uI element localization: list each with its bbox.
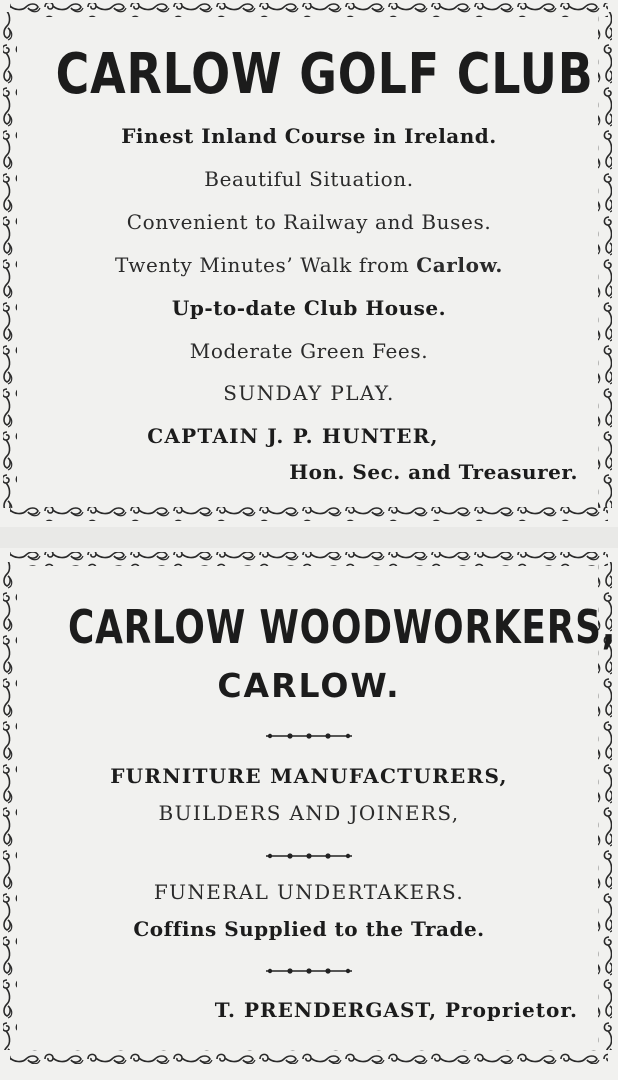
golf-club-advertisement bbox=[0, 0, 618, 527]
situation-line: Beautiful Situation. bbox=[204, 167, 414, 191]
woodworkers-title: CARLOW WOODWORKERS, bbox=[67, 600, 617, 654]
club-house-line: Up-to-date Club House. bbox=[171, 296, 447, 320]
builders-line: BUILDERS AND JOINERS, bbox=[158, 801, 460, 825]
walk-place: Carlow. bbox=[416, 253, 503, 277]
walk-text: Twenty Minutes’ Walk from bbox=[115, 253, 417, 277]
woodworkers-town: CARLOW. bbox=[217, 666, 401, 705]
green-fees-line: Moderate Green Fees. bbox=[189, 339, 429, 363]
dot-ornament-divider bbox=[0, 852, 618, 860]
dot-ornament-divider bbox=[0, 967, 618, 975]
walk-line bbox=[0, 253, 618, 277]
woodworkers-advertisement bbox=[0, 548, 618, 1080]
railway-line: Convenient to Railway and Buses. bbox=[126, 210, 492, 234]
treasurer-line: Hon. Sec. and Treasurer. bbox=[289, 460, 578, 484]
dot-ornament-divider bbox=[0, 732, 618, 740]
undertakers-line: FUNERAL UNDERTAKERS. bbox=[153, 880, 465, 904]
proprietor-line: T. PRENDERGAST, Proprietor. bbox=[214, 998, 578, 1022]
captain-line: CAPTAIN J. P. HUNTER, bbox=[147, 424, 439, 448]
coffins-line: Coffins Supplied to the Trade. bbox=[133, 917, 485, 941]
golf-club-title: CARLOW GOLF CLUB bbox=[55, 42, 594, 107]
furniture-line: FURNITURE MANUFACTURERS, bbox=[110, 764, 508, 788]
finest-course-line: Finest Inland Course in Ireland. bbox=[121, 124, 497, 148]
sunday-play-line: SUNDAY PLAY. bbox=[223, 381, 395, 405]
